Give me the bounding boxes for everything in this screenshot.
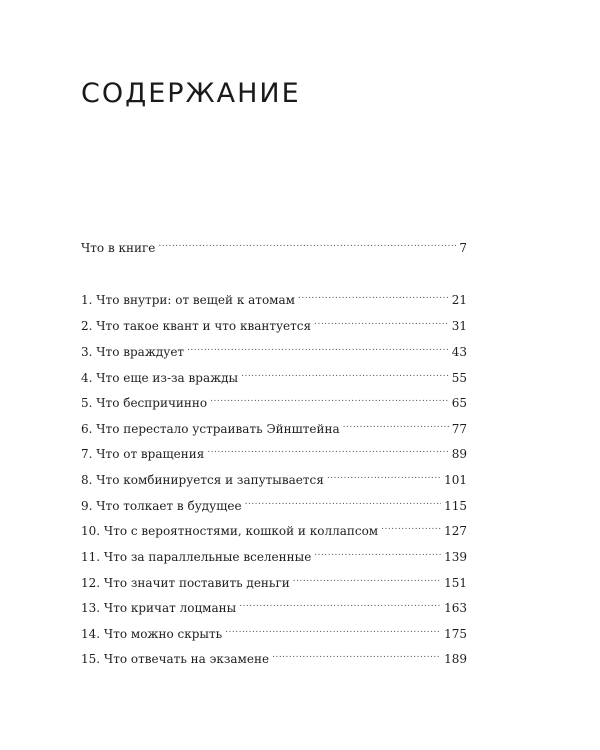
dot-leader: [314, 543, 441, 561]
toc-entry-title: Что с вероятностями, кошкой и коллапсом: [103, 524, 379, 538]
dot-leader: [245, 492, 442, 510]
toc-entry-title: Что отвечать на экзамене: [103, 652, 270, 666]
toc-entry-chapter-3: [81, 338, 467, 359]
dot-leader: [210, 389, 449, 407]
toc-entry-page: 101: [444, 473, 467, 487]
dot-leader: [158, 234, 456, 252]
toc-entry-page: 43: [451, 345, 467, 359]
toc-entry-chapter-6: [81, 415, 467, 436]
toc-entry-chapter-5: [81, 389, 467, 410]
chapter-number: 4.: [81, 371, 93, 385]
toc-entry-page: 115: [444, 499, 467, 513]
toc-entry-title: Что кричат лоцманы: [103, 601, 237, 615]
dot-leader: [239, 594, 441, 612]
toc-entry-chapter-13: [81, 594, 467, 615]
dot-leader: [314, 312, 449, 330]
toc-entry-chapter-12: [81, 569, 467, 590]
toc-entry-title: Что такое квант и что квантуется: [96, 319, 312, 333]
dot-leader: [187, 338, 449, 356]
chapter-number: 2.: [81, 319, 93, 333]
chapter-number: 9.: [81, 499, 93, 513]
toc-entry-chapter-9: [81, 492, 467, 513]
dot-leader: [293, 569, 441, 587]
toc-entry-chapter-11: [81, 543, 467, 564]
toc-entry-chapter-7: [81, 440, 467, 461]
toc-entry-title: Что можно скрыть: [103, 627, 223, 641]
chapter-number: 12.: [81, 576, 101, 590]
toc-entry-title: Что комбинируется и запутывается: [96, 473, 324, 487]
toc-entry-title: Что беспричинно: [96, 396, 208, 410]
toc-entry-page: 55: [451, 371, 467, 385]
toc-entry-title: Что толкает в будущее: [96, 499, 242, 513]
toc-entry-intro: [81, 234, 467, 255]
toc-entry-page: 189: [444, 652, 467, 666]
chapter-number: 1.: [81, 293, 93, 307]
chapter-number: 14.: [81, 627, 101, 641]
toc-entry-page: 139: [444, 550, 467, 564]
toc-entry-title: Что внутри: от вещей к атомам: [96, 293, 295, 307]
toc-entry-title: Что еще из-за вражды: [96, 371, 239, 385]
dot-leader: [225, 620, 441, 638]
toc-entry-chapter-8: [81, 466, 467, 487]
chapter-number: 5.: [81, 396, 93, 410]
toc-entry-title: Что враждует: [96, 345, 185, 359]
dot-leader: [241, 364, 449, 382]
toc-entry-chapter-15: [81, 645, 467, 666]
page-title: СОДЕРЖАНИЕ: [81, 78, 301, 109]
toc-entry-page: 21: [451, 293, 467, 307]
dot-leader: [381, 517, 441, 535]
toc-entry-chapter-1: [81, 286, 467, 307]
toc-entry-page: 175: [444, 627, 467, 641]
dot-leader: [272, 645, 441, 663]
chapter-number: 6.: [81, 422, 93, 436]
chapter-number: 3.: [81, 345, 93, 359]
toc-entry-title: Что от вращения: [96, 447, 205, 461]
toc-entry-title: Что в книге: [81, 241, 156, 255]
toc-entry-page: 127: [444, 524, 467, 538]
toc-entry-page: 31: [451, 319, 467, 333]
toc-entry-title: Что перестало устраивать Эйнштейна: [96, 422, 340, 436]
dot-leader: [343, 415, 449, 433]
toc-entry-chapter-14: [81, 620, 467, 641]
toc-entry-page: 89: [451, 447, 467, 461]
toc-entry-chapter-10: [81, 517, 467, 538]
chapter-number: 11.: [81, 550, 101, 564]
chapter-number: 13.: [81, 601, 101, 615]
toc-entry-page: 7: [459, 241, 467, 255]
toc-entry-page: 151: [444, 576, 467, 590]
chapter-number: 15.: [81, 652, 101, 666]
chapter-number: 7.: [81, 447, 93, 461]
dot-leader: [298, 286, 449, 304]
toc-entry-chapter-4: [81, 364, 467, 385]
chapter-number: 8.: [81, 473, 93, 487]
toc-entry-title: Что за параллельные вселенные: [103, 550, 312, 564]
toc-entry-page: 65: [451, 396, 467, 410]
toc-entry-page: 77: [451, 422, 467, 436]
dot-leader: [327, 466, 441, 484]
toc-entry-title: Что значит поставить деньги: [103, 576, 290, 590]
toc-entry-page: 163: [444, 601, 467, 615]
chapter-number: 10.: [81, 524, 101, 538]
toc-entry-chapter-2: [81, 312, 467, 333]
dot-leader: [207, 440, 448, 458]
